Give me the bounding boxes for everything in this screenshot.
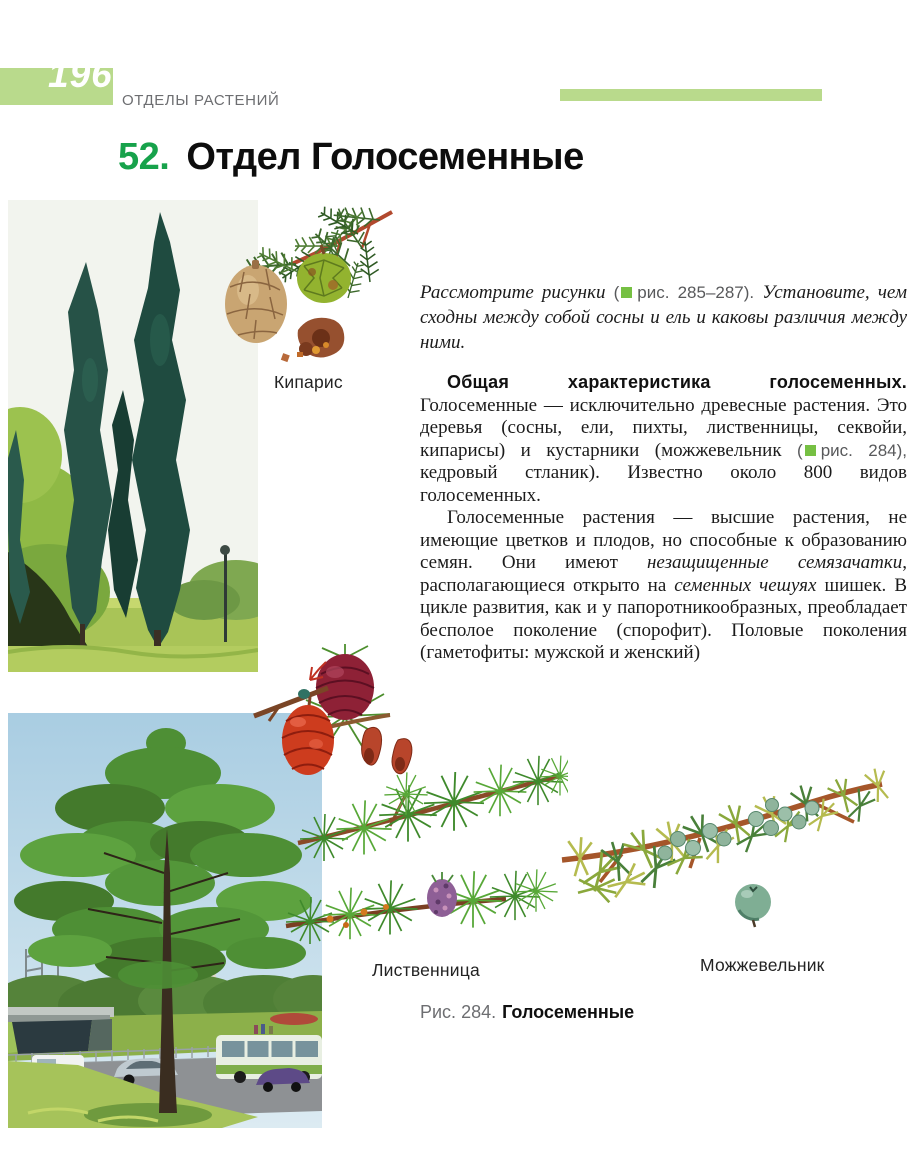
header-rule (560, 89, 822, 101)
cypress-illustration (220, 202, 398, 367)
juniper-illustration (560, 742, 908, 954)
fig-ref-square-icon (621, 287, 632, 298)
larch-branches-illustration (268, 748, 568, 963)
fig-ref-284: ( рис. 284), (797, 440, 908, 460)
paragraph-lead: Общая характеристика голосеменных. (447, 372, 907, 392)
fig-ref-285-287: ( рис. 285–287). (613, 283, 755, 302)
paragraph-1: Общая характеристика голосеменных. Голосеменные — исключительно древесные растения. Это деревья (сосны, ели, пихты, лиственницы, секвойи, кипарисы) и кустарники (можжевельник ( рис. 284), кедровый стланик). Известно около 800 видов голосеменных. (420, 372, 908, 506)
text-column (420, 280, 907, 665)
intro-lead: Рассмотрите рисунки (420, 282, 606, 303)
intro-paragraph (420, 280, 907, 355)
figure-caption (420, 1002, 634, 1023)
page-number: 196 (48, 54, 113, 95)
cypress-caption: Кипарис (274, 372, 343, 392)
larch-caption: Лиственница (372, 960, 480, 980)
paragraph-2: Голосеменные растения — высшие растения, не имеющие цветков и плодов, но способные к образованию семян. Они имеют незащищенные семязачатки, располагающиеся открыто на семенных чешуях шишек. В цикле развития, как и у папоротникообразных, преобладает бесполое поколение (спорофит). Половые поколения (гаметофиты: мужской и женский) (420, 507, 908, 663)
intro-rest: Установите, чем сходны между собой сосны и ель и каковы различия между ними. (420, 282, 907, 353)
section-label: ОТДЕЛЫ РАСТЕНИЙ (122, 92, 280, 109)
juniper-caption: Можжевельник (700, 955, 825, 975)
fig-ref-square-icon (805, 445, 816, 456)
figure-label: Рис. 284. (420, 1002, 497, 1022)
lesson-heading (118, 136, 584, 179)
figure-title: Голосеменные (502, 1002, 635, 1022)
lesson-title: Отдел Голосеменные (186, 136, 584, 178)
lesson-number: 52. (118, 136, 170, 178)
